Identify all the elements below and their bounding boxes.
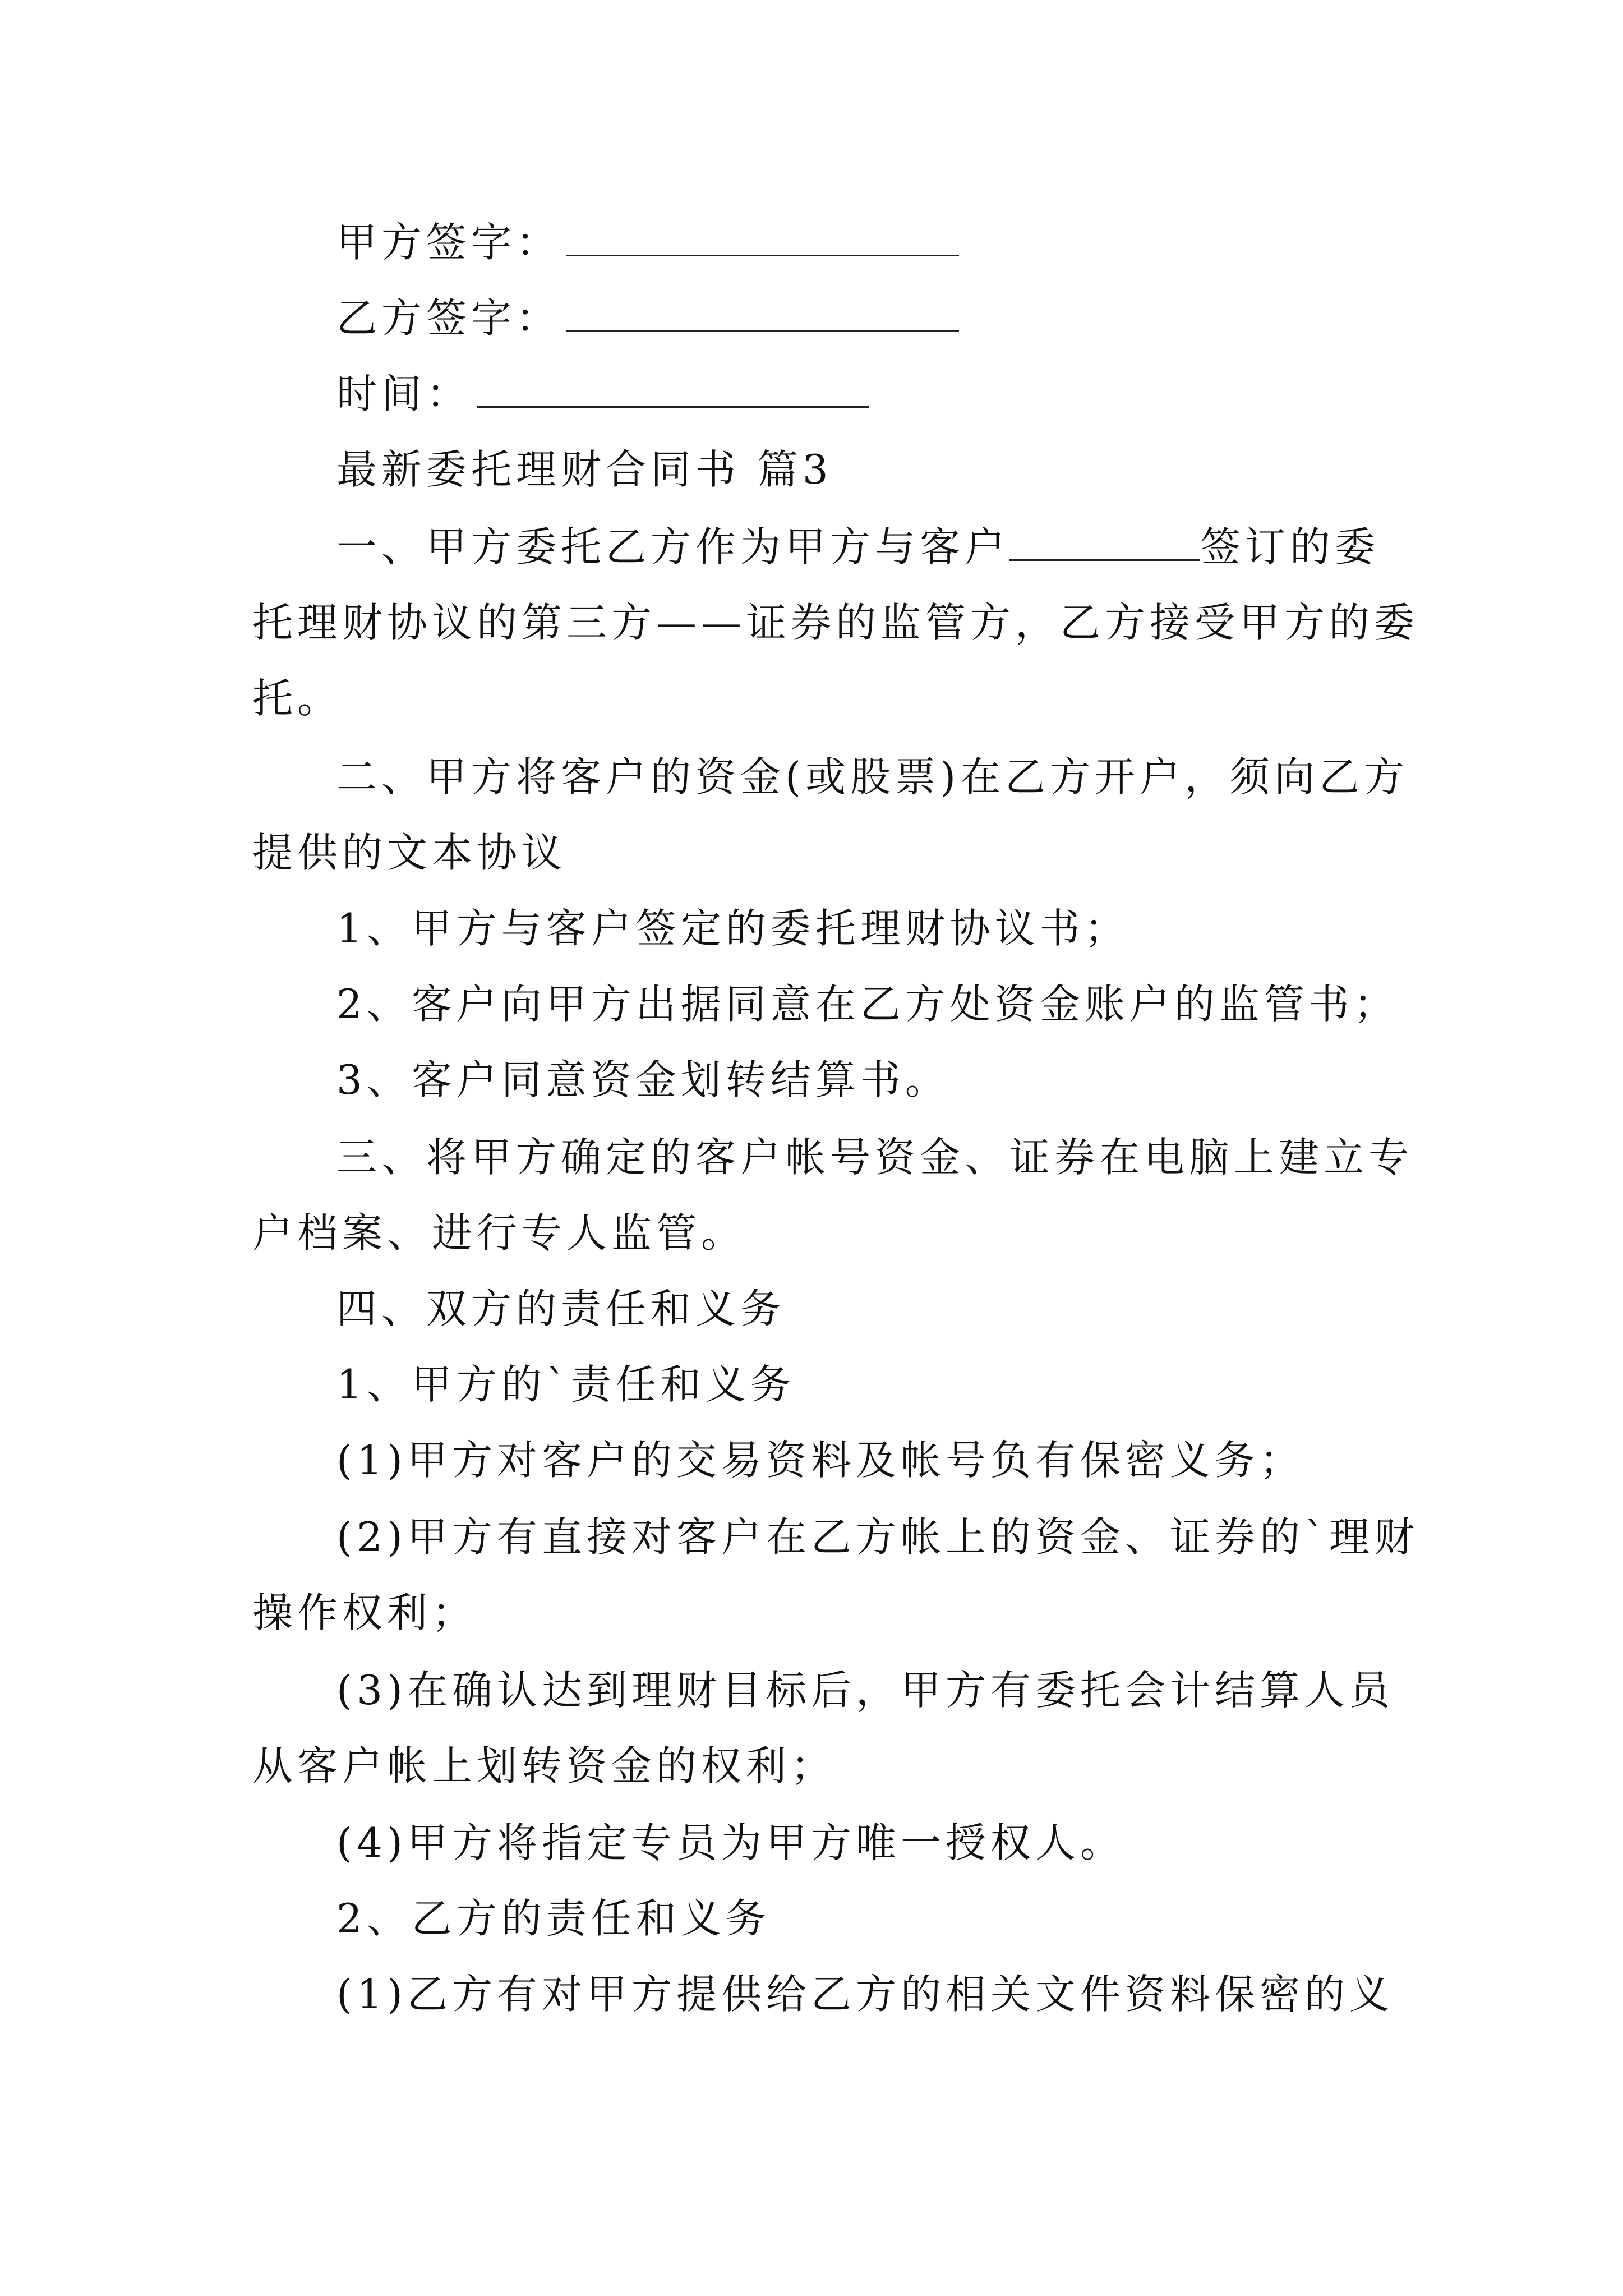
party-a-signature-label: 甲方签字： <box>336 219 561 266</box>
clause4-sub1-item2-line1: (2)甲方有直接对客户在乙方帐上的资金、证券的`理财 <box>336 1513 1419 1561</box>
party-b-signature-blank[interactable] <box>566 297 959 332</box>
clause1-line1 <box>336 519 1380 575</box>
section-title: 最新委托理财合同书 篇3 <box>336 446 833 493</box>
time-blank[interactable] <box>477 372 869 408</box>
clause3-line1: 三、将甲方确定的客户帐号资金、证券在电脑上建立专 <box>336 1134 1414 1181</box>
clause4-sub2-title: 2、乙方的责任和义务 <box>336 1895 771 1942</box>
party-b-signature-label: 乙方签字： <box>336 295 561 342</box>
clause4-sub1-item1: (1)甲方对客户的交易资料及帐号负有保密义务； <box>336 1437 1304 1484</box>
clause4-sub1-item3-line2: 从客户帐上划转资金的权利； <box>252 1742 836 1789</box>
clause4-sub1-item2-line2: 操作权利； <box>252 1589 477 1636</box>
clause4-sub1-title: 1、甲方的`责任和义务 <box>336 1361 795 1408</box>
clause1-text-before: 一、甲方委托乙方作为甲方与客户 <box>336 523 1010 570</box>
clause2-item2: 2、客户向甲方出据同意在乙方处资金账户的监管书； <box>336 981 1399 1028</box>
client-name-blank[interactable] <box>1009 526 1200 561</box>
time-label: 时间： <box>336 370 472 417</box>
party-a-signature-blank[interactable] <box>566 221 959 256</box>
clause2-line2: 提供的文本协议 <box>252 829 567 876</box>
clause2-item3: 3、客户同意资金划转结算书。 <box>336 1056 950 1103</box>
clause1-line3: 托。 <box>252 675 343 722</box>
clause4-title: 四、双方的责任和义务 <box>336 1285 786 1332</box>
time-line <box>336 366 869 422</box>
clause4-sub2-item1: (1)乙方有对甲方提供给乙方的相关文件资料保密的义 <box>336 1971 1394 2018</box>
party-b-signature-line <box>336 290 959 346</box>
clause4-sub1-item3-line1: (3)在确认达到理财目标后，甲方有委托会计结算人员 <box>336 1667 1394 1714</box>
clause2-line1: 二、甲方将客户的资金(或股票)在乙方开户，须向乙方 <box>336 753 1409 800</box>
clause3-line2: 户档案、进行专人监管。 <box>252 1209 746 1257</box>
clause1-line2: 托理财协议的第三方——证券的监管方，乙方接受甲方的委 <box>252 599 1419 646</box>
party-a-signature-line <box>336 214 959 270</box>
clause2-item1: 1、甲方与客户签定的委托理财协议书； <box>336 905 1129 952</box>
clause4-sub1-item4: (4)甲方将指定专员为甲方唯一授权人。 <box>336 1819 1125 1866</box>
clause1-text-after: 签订的委 <box>1200 523 1380 570</box>
